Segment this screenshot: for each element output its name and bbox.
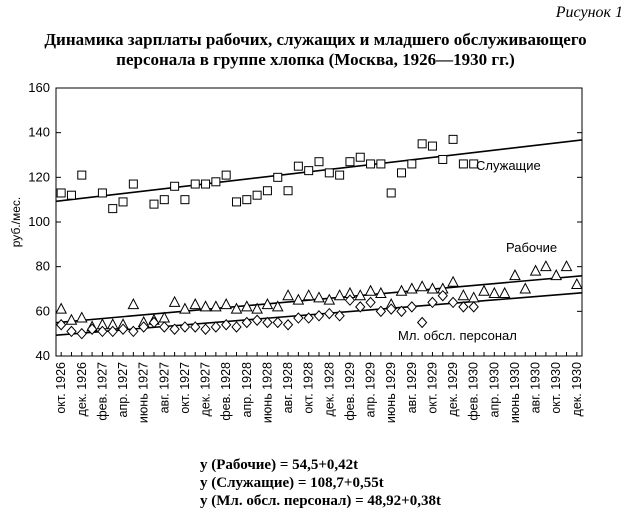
marker-square: [181, 196, 189, 204]
marker-square: [428, 142, 436, 150]
marker-square: [263, 187, 271, 195]
marker-triangle: [562, 261, 572, 271]
marker-square: [57, 189, 65, 197]
marker-square: [294, 162, 302, 170]
y-tick-label: 160: [28, 80, 50, 95]
y-axis-label: руб./мес.: [9, 196, 23, 248]
marker-triangle: [211, 301, 221, 311]
marker-square: [78, 171, 86, 179]
marker-diamond: [232, 322, 241, 332]
x-tick-label: июнь 1929: [384, 362, 399, 424]
marker-triangle: [397, 286, 407, 296]
marker-square: [274, 173, 282, 181]
marker-square: [191, 180, 199, 188]
marker-triangle: [489, 288, 499, 298]
marker-diamond: [211, 322, 220, 332]
marker-square: [408, 160, 416, 168]
marker-triangle: [417, 281, 427, 291]
marker-triangle: [293, 295, 303, 305]
y-tick-label: 120: [28, 169, 50, 185]
marker-square: [253, 191, 261, 199]
x-tick-label: окт. 1927: [177, 362, 192, 414]
marker-triangle: [500, 288, 510, 298]
marker-square: [98, 189, 106, 197]
marker-diamond: [77, 329, 86, 339]
marker-triangle: [283, 290, 293, 300]
marker-diamond: [325, 309, 334, 319]
marker-diamond: [294, 313, 303, 323]
marker-square: [222, 171, 230, 179]
marker-square: [459, 160, 467, 168]
x-tick-label: июнь 1928: [260, 362, 275, 424]
marker-triangle: [551, 270, 561, 280]
marker-triangle: [458, 290, 468, 300]
series-label-junior: Мл. обсл. персонал: [398, 328, 517, 343]
series-label-employees: Служащие: [476, 158, 541, 173]
marker-square: [119, 198, 127, 206]
marker-triangle: [520, 284, 530, 294]
marker-triangle: [510, 270, 520, 280]
marker-square: [377, 160, 385, 168]
y-tick-label: 140: [28, 124, 50, 140]
x-tick-label: фев. 1929: [342, 362, 357, 421]
marker-diamond: [366, 297, 375, 307]
marker-triangle: [128, 299, 138, 309]
x-tick-label: окт. 1930: [549, 362, 564, 414]
marker-diamond: [180, 322, 189, 332]
x-tick-label: фев. 1928: [219, 362, 234, 421]
equation-employees: y (Служащие) = 108,7+0,55t: [200, 475, 384, 491]
x-tick-label: окт. 1928: [301, 362, 316, 414]
equation-junior: y (Мл. обсл. персонал) = 48,92+0,38t: [200, 493, 441, 509]
equation-workers: y (Рабочие) = 54,5+0,42t: [200, 457, 359, 473]
marker-triangle: [170, 297, 180, 307]
marker-triangle: [314, 292, 324, 302]
marker-square: [325, 169, 333, 177]
y-tick-label: 40: [35, 348, 50, 363]
x-tick-label: июнь 1930: [507, 362, 522, 424]
x-tick-label: фев. 1927: [95, 362, 110, 421]
marker-square: [387, 189, 395, 197]
marker-triangle: [407, 284, 417, 294]
series-label-workers: Рабочие: [506, 240, 558, 255]
marker-square: [171, 182, 179, 190]
x-tick-label: дек. 1928: [322, 362, 337, 417]
x-tick-label: апр. 1928: [239, 362, 254, 418]
x-tick-label: дек. 1926: [74, 362, 89, 417]
marker-square: [367, 160, 375, 168]
figure-label: Рисунок 1: [555, 4, 623, 21]
marker-square: [336, 171, 344, 179]
marker-square: [232, 198, 240, 206]
marker-square: [212, 178, 220, 186]
y-tick-label: 80: [35, 258, 50, 274]
marker-square: [67, 191, 75, 199]
x-tick-label: июнь 1927: [136, 362, 151, 424]
marker-triangle: [304, 290, 314, 300]
marker-square: [418, 140, 426, 148]
chart-title-line-2: персонала в группе хлопка (Москва, 1926—1930 гг.): [116, 50, 515, 69]
marker-diamond: [376, 306, 385, 316]
marker-triangle: [56, 304, 66, 314]
marker-diamond: [149, 318, 158, 328]
marker-square: [356, 153, 364, 161]
x-tick-label: окт. 1929: [425, 362, 440, 414]
x-tick-label: апр. 1930: [487, 362, 502, 418]
marker-square: [449, 135, 457, 143]
marker-diamond: [407, 302, 416, 312]
marker-square: [346, 158, 354, 166]
marker-square: [243, 196, 251, 204]
marker-triangle: [531, 266, 541, 276]
marker-diamond: [449, 297, 458, 307]
marker-square: [109, 205, 117, 213]
marker-square: [284, 187, 292, 195]
marker-triangle: [66, 315, 76, 325]
x-tick-label: апр. 1929: [363, 362, 378, 418]
marker-diamond: [253, 315, 262, 325]
x-tick-label: дек. 1929: [446, 362, 461, 417]
marker-square: [202, 180, 210, 188]
marker-square: [150, 200, 158, 208]
marker-square: [315, 158, 323, 166]
marker-triangle: [190, 299, 200, 309]
marker-triangle: [77, 313, 87, 323]
marker-triangle: [448, 277, 458, 287]
y-tick-label: 60: [35, 303, 50, 319]
marker-diamond: [418, 318, 427, 328]
x-tick-label: дек. 1927: [198, 362, 213, 417]
marker-diamond: [160, 322, 169, 332]
x-tick-label: авг. 1928: [281, 362, 296, 414]
marker-triangle: [469, 292, 479, 302]
x-tick-label: авг. 1927: [157, 362, 172, 414]
marker-triangle: [366, 286, 376, 296]
marker-triangle: [335, 290, 345, 300]
marker-diamond: [201, 324, 210, 334]
marker-square: [160, 196, 168, 204]
marker-square: [439, 155, 447, 163]
x-tick-label: авг. 1929: [404, 362, 419, 414]
x-tick-label: фев. 1930: [466, 362, 481, 421]
marker-square: [305, 167, 313, 175]
marker-square: [398, 169, 406, 177]
y-tick-label: 100: [28, 214, 50, 229]
trend-equations: [200, 456, 441, 510]
x-tick-label: дек. 1930: [569, 362, 584, 417]
marker-triangle: [541, 261, 551, 271]
chart-title-line-1: Динамика зарплаты рабочих, служащих и младшего обслуживающего: [44, 30, 587, 49]
marker-triangle: [231, 304, 241, 314]
marker-triangle: [572, 279, 582, 289]
x-tick-label: апр. 1927: [116, 362, 131, 418]
marker-diamond: [273, 318, 282, 328]
marker-triangle: [479, 286, 489, 296]
marker-square: [129, 180, 137, 188]
marker-diamond: [315, 311, 324, 321]
x-tick-label: окт. 1926: [54, 362, 69, 414]
marker-diamond: [469, 302, 478, 312]
marker-triangle: [201, 301, 211, 311]
marker-triangle: [221, 299, 231, 309]
marker-diamond: [284, 320, 293, 330]
x-tick-label: авг. 1930: [528, 362, 543, 414]
marker-triangle: [180, 304, 190, 314]
